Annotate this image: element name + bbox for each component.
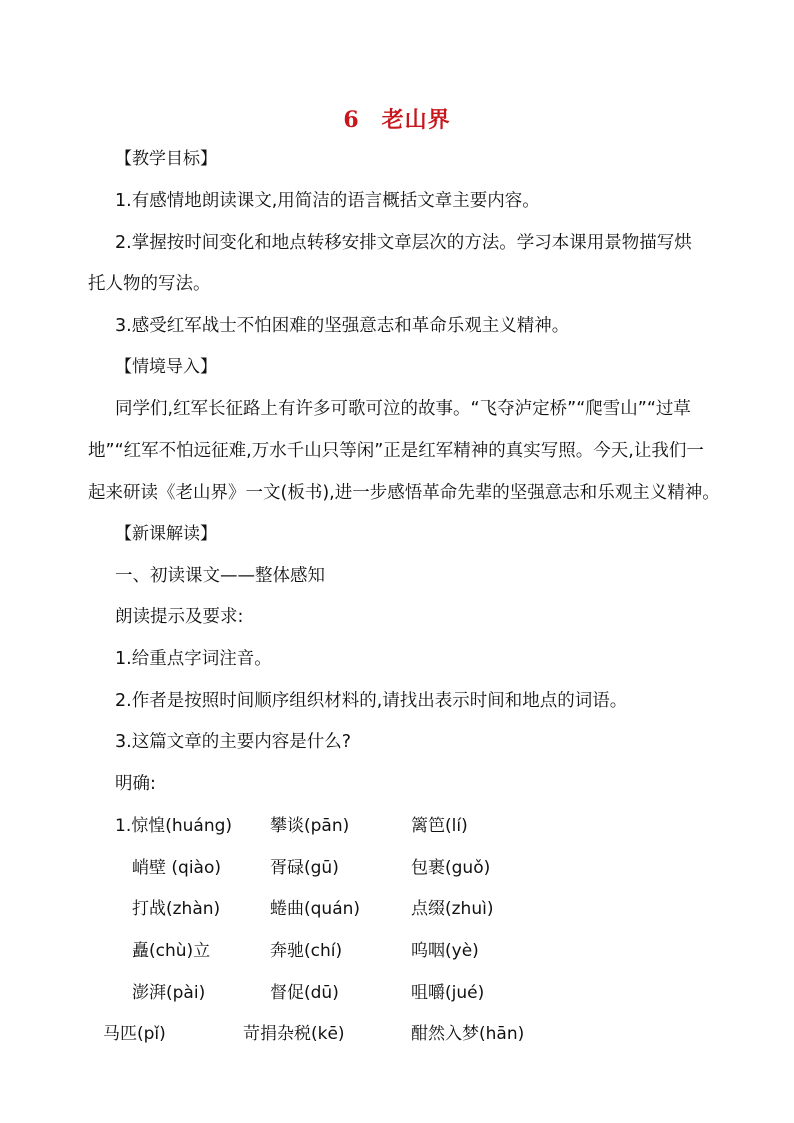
intro-line-2: 地”“红军不怕远征难,万水千山只等闲”正是红军精神的真实写照。今天,让我们一 [88, 441, 704, 461]
lesson-heading: 【新课解读】 [115, 524, 217, 544]
vocab-item: 呜咽(yè) [411, 941, 479, 961]
lesson-number: 6 [343, 107, 360, 133]
intro-line-3: 起来研读《老山界》一文(板书),进一步感悟革命先辈的坚强意志和乐观主义精神。 [88, 483, 720, 503]
intro-heading: 【情境导入】 [115, 357, 217, 377]
vocab-item: 督促(dū) [270, 983, 339, 1003]
lesson-part-1: 一、初读课文——整体感知 [115, 566, 325, 586]
tip-1: 1.给重点字词注音。 [115, 649, 272, 669]
vocab-item: 咀嚼(jué) [411, 983, 485, 1003]
answer-label: 明确: [115, 774, 156, 794]
vocab-item: 攀谈(pān) [270, 816, 350, 836]
intro-line-1: 同学们,红军长征路上有许多可歌可泣的故事。“飞夺泸定桥”“爬雪山”“过草 [115, 399, 691, 419]
vocab-item: 矗(chù)立 [132, 941, 211, 961]
vocab-item: 包裹(guǒ) [411, 858, 491, 878]
reading-tips: 朗读提示及要求: [115, 607, 244, 627]
tip-3: 3.这篇文章的主要内容是什么? [115, 732, 351, 752]
vocab-item: 打战(zhàn) [132, 899, 221, 919]
goal-line-2-cont: 托人物的写法。 [88, 274, 211, 294]
vocab-item: 澎湃(pài) [132, 983, 206, 1003]
vocab-item: 篱笆(lí) [411, 816, 468, 836]
vocab-item: 点缀(zhuì) [411, 899, 494, 919]
vocab-item: 1.惊惶(huáng) [115, 816, 233, 836]
vocab-item: 奔驰(chí) [270, 941, 343, 961]
goal-line-3: 3.感受红军战士不怕困难的坚强意志和革命乐观主义精神。 [115, 316, 570, 336]
vocab-item: 蜷曲(quán) [270, 899, 361, 919]
goals-heading: 【教学目标】 [115, 149, 217, 169]
goal-line-2: 2.掌握按时间变化和地点转移安排文章层次的方法。学习本课用景物描写烘 [115, 233, 692, 253]
vocab-item: 马匹(pǐ) [103, 1024, 166, 1044]
tip-2: 2.作者是按照时间顺序组织材料的,请找出表示时间和地点的词语。 [115, 691, 628, 711]
vocab-item: 峭壁 (qiào) [132, 858, 222, 878]
goal-line-1: 1.有感情地朗读课文,用简洁的语言概括文章主要内容。 [115, 191, 540, 211]
vocab-item: 酣然入梦(hān) [411, 1024, 525, 1044]
vocab-item: 苛捐杂税(kē) [243, 1024, 345, 1044]
vocab-item: 胥碌(gū) [270, 858, 339, 878]
lesson-title-text: 老山界 [381, 107, 451, 133]
lesson-title [0, 103, 794, 134]
